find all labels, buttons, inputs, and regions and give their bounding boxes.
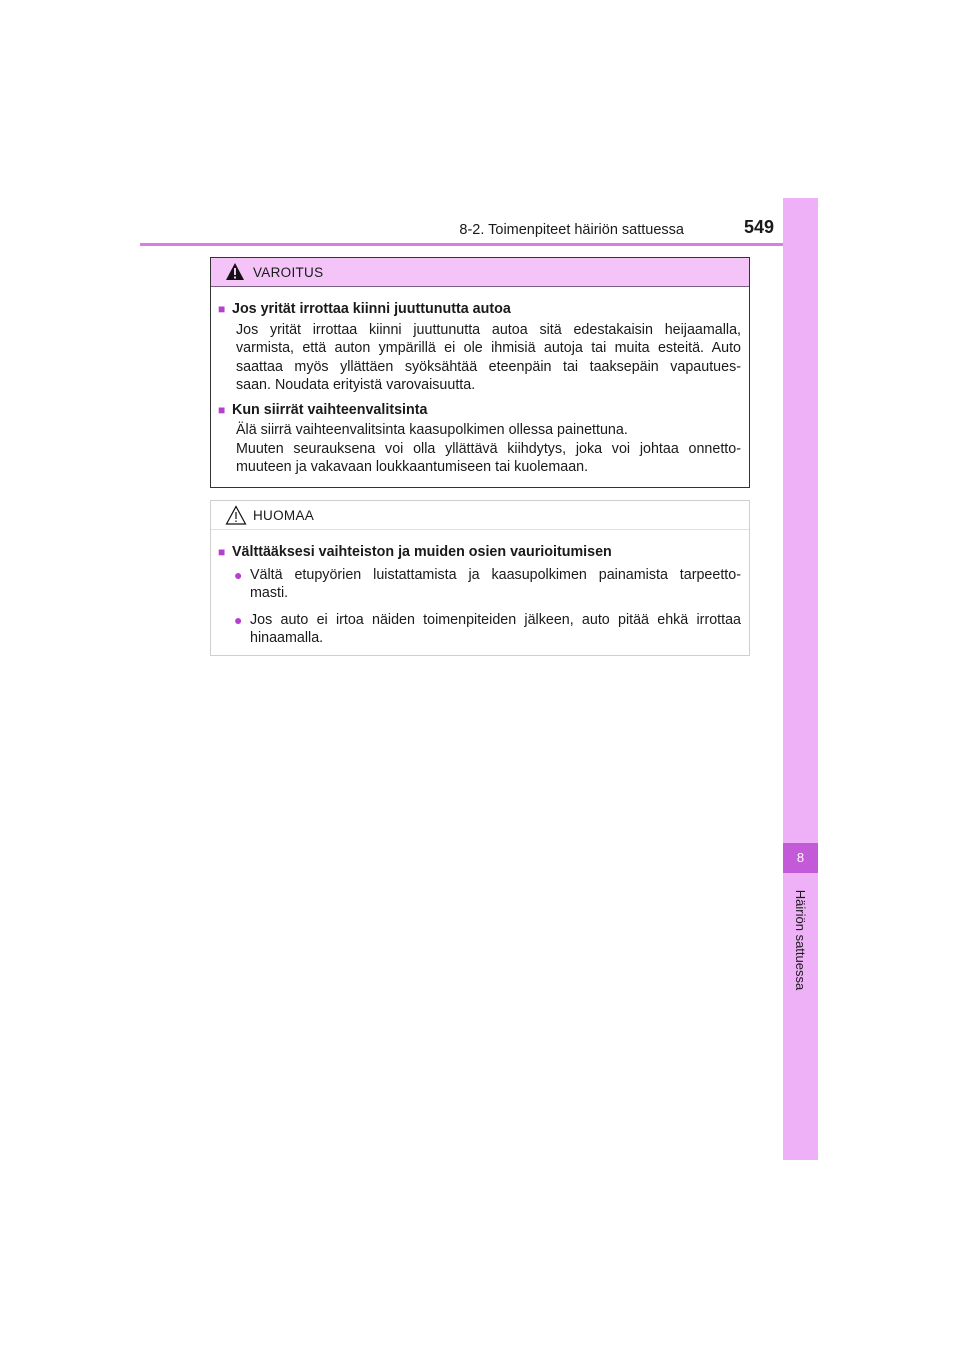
warning-header <box>211 258 749 287</box>
notice-body <box>211 530 749 648</box>
warning-title: VAROITUS <box>253 265 324 280</box>
page-number: 549 <box>743 217 774 237</box>
warning-triangle-icon <box>225 262 245 281</box>
notice-item-heading: ■ Välttääksesi vaihteiston ja muiden osien vaurioitumisen <box>218 544 612 560</box>
notice-header <box>211 501 749 530</box>
chapter-side-tab <box>783 198 818 1160</box>
section-title: 8-2. Toimenpiteet häiriön sattuessa <box>459 222 684 238</box>
warning-box <box>210 257 750 488</box>
warning-item-text: Älä siirrä vaihteenvalitsinta kaasupolkimen ollessa painettuna. Muuten seurauksena voi olla yllättävä kiihdytys, joka voi johtaa onnetto- muuteen ja vakavaan loukkaantumiseen tai kuolemaan. <box>236 422 741 475</box>
notice-box <box>210 500 750 656</box>
notice-bullet: ● Vältä etupyörien luistattamista ja kaasupolkimen painamista tarpeetto- masti. <box>234 566 741 601</box>
warning-body <box>211 287 749 477</box>
notice-title: HUOMAA <box>253 508 315 523</box>
chapter-number: 8 <box>783 843 818 873</box>
header-divider <box>140 243 818 246</box>
notice-bullet: ● Jos auto ei irtoa näiden toimenpiteiden jälkeen, auto pitää ehkä irrottaa hinaamalla. <box>234 611 741 646</box>
warning-item-heading: ■ Jos yrität irrottaa kiinni juuttunutta autoa <box>218 301 511 317</box>
square-bullet-icon: ■ <box>218 402 226 417</box>
square-bullet-icon: ■ <box>218 545 226 559</box>
warning-item-text: Jos yrität irrottaa kiinni juuttunutta autoa sitä edestakaisin heijaamalla, varmista, että auton ympärillä ei ole ihmisiä autoja tai muita esteitä. Auto saattaa myös yllättäen syöksähtää eteenpäin tai taaksepäin vapautues- saan. Noudata erityistä varovaisuutta. <box>236 321 741 393</box>
caution-triangle-icon <box>225 505 247 525</box>
round-bullet-icon: ● <box>234 566 243 583</box>
warning-item-heading: ■ Kun siirrät vaihteenvalitsinta <box>218 401 428 418</box>
chapter-label: Häiriön sattuessa <box>793 889 808 991</box>
square-bullet-icon: ■ <box>218 302 226 316</box>
round-bullet-icon: ● <box>234 611 243 628</box>
